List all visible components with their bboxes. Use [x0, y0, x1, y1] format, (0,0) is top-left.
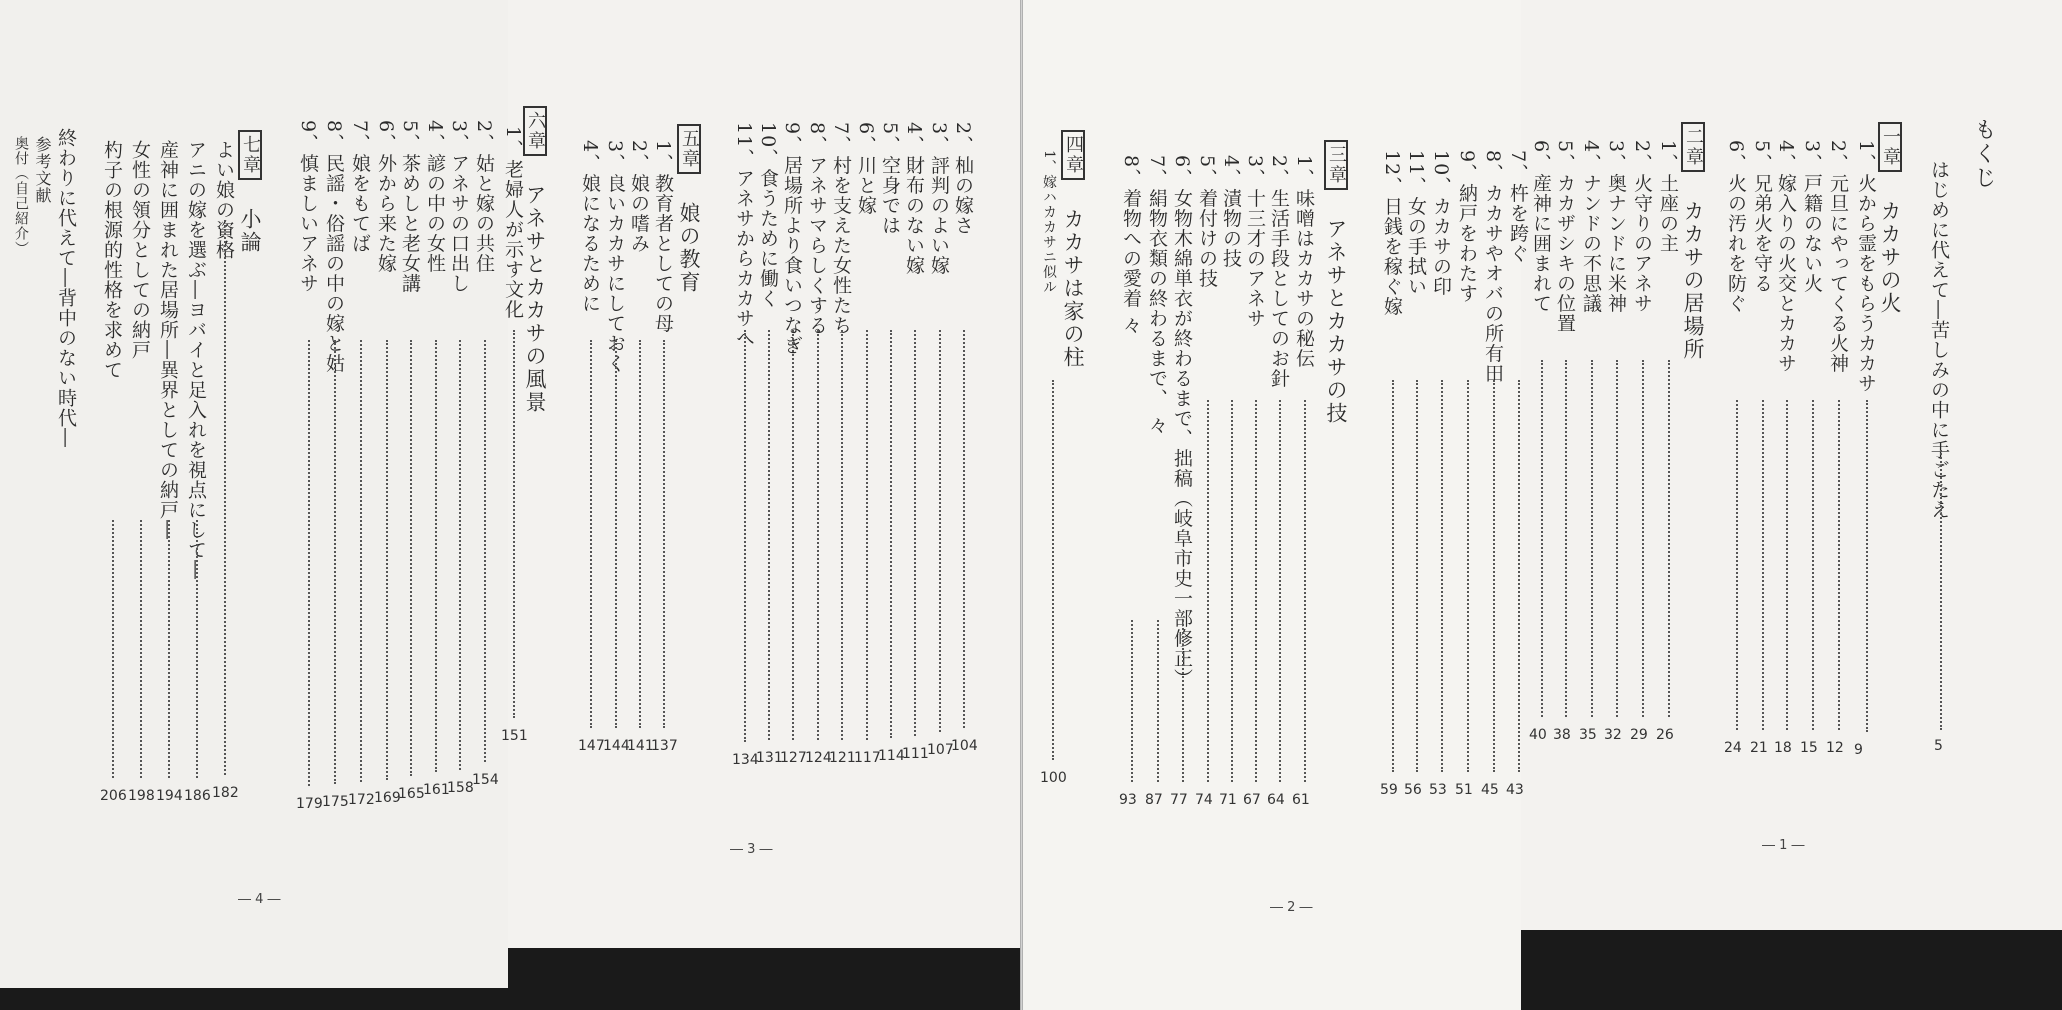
dot-leader: [360, 340, 362, 782]
dot-leader: [963, 330, 965, 728]
toc-page-number: 111: [902, 746, 929, 762]
chapter-number-box: 六章: [523, 106, 547, 156]
toc-title: もくじ: [1971, 118, 1996, 190]
toc-entry-label[interactable]: 7、娘をもてば: [349, 120, 371, 254]
toc-page-number: 45: [1481, 782, 1499, 798]
toc-entry-label[interactable]: 9、慎ましいアネサ: [297, 120, 319, 294]
toc-entry-label[interactable]: 2、娘の嗜み: [628, 140, 650, 254]
toc-page-number: 87: [1145, 792, 1163, 808]
chapter-number-box: 一章: [1878, 122, 1902, 172]
dot-leader: [1762, 400, 1764, 730]
dot-leader: [1541, 360, 1543, 717]
toc-entry-label[interactable]: 10、食うために働く: [757, 122, 779, 309]
dot-leader: [435, 340, 437, 772]
toc-entry-label[interactable]: 4、ナンドの不思議: [1580, 140, 1602, 314]
dot-leader: [639, 340, 641, 728]
toc-entry-label[interactable]: 5、茶めしと老女講: [399, 120, 421, 294]
dot-leader: [590, 340, 592, 728]
dot-leader: [1052, 380, 1054, 760]
toc-entry-label[interactable]: 5、兄弟火を守る: [1751, 140, 1773, 294]
dot-leader: [615, 340, 617, 728]
chapter-title: カカサの火: [1878, 200, 1902, 315]
dot-leader: [1157, 620, 1159, 782]
toc-entry-label[interactable]: 1、土座の主: [1657, 140, 1679, 254]
toc-entry-label[interactable]: 6、女物木綿単衣が終わるまで、拙稿（岐阜市史一部修正）: [1171, 155, 1193, 689]
toc-entry-label[interactable]: 11、女の手拭い: [1405, 150, 1427, 297]
toc-page-number: 15: [1800, 740, 1818, 756]
toc-page-number: 93: [1119, 792, 1137, 808]
dot-leader: [768, 330, 770, 740]
page-folio: ― 4 ―: [238, 892, 281, 907]
dot-leader: [410, 340, 412, 776]
toc-page-number: 114: [878, 748, 905, 764]
page-folio: ― 2 ―: [1270, 900, 1313, 915]
dot-leader: [1591, 360, 1593, 717]
chapter-heading: [1878, 122, 1902, 315]
chapter-title: アネサとカカサの風景: [523, 184, 547, 414]
toc-page-number: 124: [805, 750, 832, 766]
dot-leader: [1304, 400, 1306, 782]
toc-page-number: 5: [1934, 738, 1943, 754]
toc-entry-label[interactable]: 10、カカサの印: [1430, 150, 1452, 297]
chapter-number-box: 三章: [1324, 140, 1348, 190]
toc-page-number: 182: [212, 785, 239, 801]
toc-entry-label[interactable]: 産神に囲まれた居場所―異界としての納戸―: [157, 140, 179, 540]
dot-leader: [1279, 400, 1281, 782]
toc-page-number: 154: [472, 772, 499, 788]
toc-page-number: 24: [1724, 740, 1742, 756]
toc-entry-label[interactable]: 8、カカサやオバの所有田: [1482, 150, 1504, 384]
toc-page-number: 137: [651, 738, 678, 754]
chapter-heading: [677, 124, 701, 294]
dot-leader: [513, 330, 515, 718]
book-gutter: [1020, 0, 1023, 1010]
toc-entry-label[interactable]: 4、娘になるために: [579, 140, 601, 314]
dot-leader: [663, 340, 665, 728]
toc-entry-label[interactable]: 6、産神に囲まれて: [1530, 140, 1552, 314]
colophon-entry[interactable]: 奥付（自己紹介）: [13, 136, 29, 256]
toc-page-number: 165: [398, 786, 425, 802]
dot-leader: [196, 520, 198, 778]
toc-entry-label[interactable]: 1、教育者としての母: [652, 140, 674, 334]
dot-leader: [1565, 360, 1567, 717]
toc-page-number: 29: [1630, 727, 1648, 743]
toc-page-number: 144: [603, 738, 630, 754]
toc-page-number: 186: [184, 788, 211, 804]
dot-leader: [1736, 400, 1738, 730]
chapter-heading: [1681, 122, 1705, 361]
dot-leader: [1786, 400, 1788, 730]
toc-page-number: 127: [780, 750, 807, 766]
dot-leader: [1838, 400, 1840, 730]
dot-leader: [1642, 360, 1644, 717]
chapter-heading: [238, 130, 262, 254]
outro-entry[interactable]: 終わりに代えて―背中のない時代―: [55, 128, 77, 448]
page-folio: ― 1 ―: [1762, 838, 1805, 853]
toc-entry-label[interactable]: 2、杣の嫁さ: [952, 122, 974, 236]
toc-entry-label[interactable]: 6、外から来た嫁: [375, 120, 397, 274]
toc-entry-label[interactable]: 7、村を支えた女性たち: [830, 122, 852, 336]
dot-leader: [890, 330, 892, 738]
chapter-heading: [1061, 130, 1085, 369]
toc-page-number: 121: [829, 750, 856, 766]
toc-page-number: 169: [374, 790, 401, 806]
dot-leader: [1940, 450, 1942, 730]
dot-leader: [1668, 360, 1670, 717]
dot-leader: [1182, 620, 1184, 782]
toc-entry-label[interactable]: アニの嫁を選ぶ―ヨバイと足入れを視点にして―: [185, 140, 207, 580]
references-entry[interactable]: 参考文献: [33, 136, 52, 204]
toc-page-number: 74: [1195, 792, 1213, 808]
page-folio: ― 3 ―: [730, 842, 773, 857]
toc-entry-label[interactable]: 7、杵を跨ぐ: [1507, 150, 1529, 264]
dot-leader: [112, 520, 114, 778]
chapter-title: 小論: [238, 208, 262, 254]
toc-page-number: 38: [1553, 727, 1571, 743]
toc-entry-label[interactable]: 2、生活手段としてのお針: [1268, 155, 1290, 389]
dot-leader: [1812, 400, 1814, 730]
toc-page-number: 71: [1219, 792, 1237, 808]
toc-entry-label[interactable]: 女性の領分としての納戸: [129, 140, 151, 360]
toc-page-number: 51: [1455, 782, 1473, 798]
toc-entry-label[interactable]: 1、火から霊をもらうカカサ: [1855, 140, 1877, 394]
toc-page-number: 172: [348, 792, 375, 808]
toc-page-number: 158: [447, 780, 474, 796]
dot-leader: [744, 330, 746, 742]
toc-entry-label[interactable]: 6、火の汚れを防ぐ: [1725, 140, 1747, 314]
intro-entry[interactable]: はじめに代えて―苦しみの中に手ごたえ: [1928, 160, 1950, 520]
toc-page-number: 12: [1826, 740, 1844, 756]
toc-page-number: 107: [927, 742, 954, 758]
dot-leader: [140, 520, 142, 778]
toc-page-number: 131: [756, 750, 783, 766]
dot-leader: [1441, 380, 1443, 772]
chapter-title: カカサは家の柱: [1061, 208, 1085, 369]
dot-leader: [1616, 360, 1618, 717]
toc-entry-label[interactable]: 4、漬物の技: [1220, 155, 1242, 269]
toc-page-number: 151: [501, 728, 528, 744]
chapter-number-box: 五章: [677, 124, 701, 174]
toc-entry-label[interactable]: 9、納戸をわたす: [1456, 150, 1478, 304]
toc-page-number: 32: [1604, 727, 1622, 743]
chapter-number-box: 四章: [1061, 130, 1085, 180]
toc-page-number: 198: [128, 788, 155, 804]
chapter-title: 娘の教育: [677, 202, 701, 294]
toc-page-number: 43: [1506, 782, 1524, 798]
toc-entry-label[interactable]: 12、日銭を稼ぐ嫁: [1381, 150, 1403, 317]
chapter-number-box: 二章: [1681, 122, 1705, 172]
toc-entry-label[interactable]: 3、評判のよい嫁: [928, 122, 950, 276]
toc-entry-label[interactable]: 1、嫁ハカカサニ似ル: [1041, 150, 1057, 295]
dot-leader: [939, 330, 941, 732]
toc-entry-label[interactable]: 11、アネサからカカサへ: [733, 122, 755, 349]
toc-entry-label[interactable]: 6、川と嫁: [855, 122, 877, 216]
toc-entry-label[interactable]: 4、財布のない嫁: [903, 122, 925, 276]
toc-page-number: 56: [1404, 782, 1422, 798]
toc-entry-label[interactable]: 2、姑と嫁の共住: [473, 120, 495, 274]
dot-leader: [914, 330, 916, 736]
toc-page-number: 59: [1380, 782, 1398, 798]
dot-leader: [1416, 380, 1418, 772]
toc-page-number: 179: [296, 796, 323, 812]
dot-leader: [817, 330, 819, 740]
toc-entry-label[interactable]: 8、着物への愛着 々: [1120, 155, 1142, 336]
toc-entry-label[interactable]: 1、味噌はカカサの秘伝: [1293, 155, 1315, 369]
toc-entry-label[interactable]: 8、民謡・俗謡の中の嫁と姑: [323, 120, 345, 374]
chapter-heading: [1324, 140, 1348, 425]
toc-entry-label[interactable]: よい娘の資格: [213, 140, 235, 260]
toc-page-number: 206: [100, 788, 127, 804]
dot-leader: [866, 330, 868, 740]
dot-leader: [334, 340, 336, 784]
toc-entry-label[interactable]: 杓子の根源的性格を求めて: [101, 140, 123, 380]
toc-entry-label[interactable]: 7、絹物衣類の終わるまで、 々: [1146, 155, 1168, 436]
toc-page-number: 26: [1656, 727, 1674, 743]
toc-page-number: 194: [156, 788, 183, 804]
toc-page-number: 35: [1579, 727, 1597, 743]
toc-page-number: 175: [322, 794, 349, 810]
toc-page-number: 64: [1267, 792, 1285, 808]
toc-entry-label[interactable]: 3、十三才のアネサ: [1244, 155, 1266, 329]
dot-leader: [224, 220, 226, 775]
chapter-number-box: 七章: [238, 130, 262, 180]
toc-entry-label[interactable]: 4、嫁入りの火交とカカサ: [1775, 140, 1797, 374]
toc-page-number: 21: [1750, 740, 1768, 756]
dot-leader: [1518, 380, 1520, 772]
dot-leader: [1866, 400, 1868, 732]
chapter-heading: [523, 106, 547, 414]
toc-page-number: 77: [1170, 792, 1188, 808]
chapter-title: カカサの居場所: [1681, 200, 1705, 361]
toc-entry-label[interactable]: 3、奥ナンドに米神: [1605, 140, 1627, 314]
toc-page-number: 104: [951, 738, 978, 754]
dot-leader: [1131, 620, 1133, 782]
dot-leader: [386, 340, 388, 780]
dot-leader: [841, 330, 843, 740]
toc-entry-label[interactable]: 2、元旦にやってくる火神: [1827, 140, 1849, 374]
dot-leader: [484, 340, 486, 762]
toc-page-number: 67: [1243, 792, 1261, 808]
toc-page-number: 61: [1292, 792, 1310, 808]
toc-page-number: 53: [1429, 782, 1447, 798]
toc-entry-label[interactable]: 8、アネサマらしくする: [806, 122, 828, 336]
toc-page-number: 141: [627, 738, 654, 754]
dot-leader: [459, 340, 461, 770]
toc-page-number: 100: [1040, 770, 1067, 786]
toc-page-number: 18: [1774, 740, 1792, 756]
toc-entry-label[interactable]: 3、アネサの口出し: [448, 120, 470, 294]
toc-entry-label[interactable]: 5、カカザシキの位置: [1554, 140, 1576, 334]
dot-leader: [1392, 380, 1394, 772]
toc-entry-label[interactable]: 5、空身では: [879, 122, 901, 236]
dot-leader: [792, 330, 794, 740]
toc-page-number: 147: [578, 738, 605, 754]
dot-leader: [1255, 400, 1257, 782]
toc-page-number: 161: [423, 782, 450, 798]
dot-leader: [308, 340, 310, 786]
dot-leader: [1493, 380, 1495, 772]
dot-leader: [1467, 380, 1469, 772]
dot-leader: [1231, 400, 1233, 782]
toc-entry-label[interactable]: 3、良いカカサにしておく: [604, 140, 626, 374]
toc-entry-label[interactable]: 3、戸籍のない火: [1801, 140, 1823, 294]
toc-entry-label[interactable]: 9、居場所より食いつなぎ: [781, 122, 803, 356]
toc-entry-label[interactable]: 5、着付けの技: [1196, 155, 1218, 289]
chapter-title: アネサとカカサの技: [1324, 218, 1348, 425]
toc-entry-label[interactable]: 1、老婦人が示す文化: [502, 126, 524, 320]
toc-page-number: 40: [1529, 727, 1547, 743]
toc-page-number: 117: [854, 750, 881, 766]
toc-page-number: 134: [732, 752, 759, 768]
dot-leader: [168, 520, 170, 778]
toc-entry-label[interactable]: 4、諺の中の女性: [424, 120, 446, 274]
dot-leader: [1207, 400, 1209, 782]
toc-entry-label[interactable]: 2、火守りのアネサ: [1631, 140, 1653, 314]
toc-page-number: 9: [1854, 742, 1863, 758]
